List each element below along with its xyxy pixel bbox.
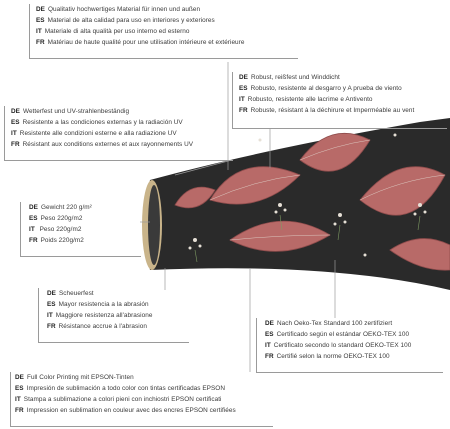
lang-code: DE xyxy=(29,204,38,211)
lang-code: IT xyxy=(36,28,42,35)
callout-line xyxy=(257,329,443,340)
callout-line xyxy=(5,117,233,128)
callout-line xyxy=(5,128,233,139)
callout-line xyxy=(233,72,447,83)
callout-text: Materiale di alta qualità per uso interno ed esterno xyxy=(44,28,190,35)
callout-text: Résistance accrue à l'abrasion xyxy=(58,323,147,330)
callout-line xyxy=(21,224,141,235)
callout-text: Certifié selon la norme OEKO-TEX 100 xyxy=(276,353,390,360)
lang-code: ES xyxy=(36,17,45,24)
callout-robust xyxy=(232,72,447,129)
lang-code: ES xyxy=(239,85,248,92)
callout-text: Robusto, resistente al desgarro y A prueba de viento xyxy=(250,85,402,92)
callout-text: Qualitativ hochwertiges Material für innen und außen xyxy=(47,6,201,13)
callout-text: Resistente alle condizioni esterne e alla radiazione UV xyxy=(19,130,177,137)
callout-text: Robusto, resistente alle lacrime e Antivento xyxy=(247,96,373,103)
callout-weather xyxy=(4,106,233,161)
callout-line xyxy=(39,310,189,321)
lang-code: ES xyxy=(11,119,20,126)
callout-line xyxy=(233,83,447,94)
callout-text: Résistant aux conditions externes et aux rayonnements UV xyxy=(22,141,194,148)
callout-text: Peso 220g/m2 xyxy=(40,215,83,222)
callout-line xyxy=(5,139,233,150)
lang-code: FR xyxy=(265,353,274,360)
callout-text: Nach Oeko-Tex Standard 100 zertifiziert xyxy=(276,320,393,327)
callout-text: Robust, reißfest und Winddicht xyxy=(250,74,340,81)
lang-code: DE xyxy=(11,108,20,115)
callout-text: Certificato secondo lo standard OEKO-TEX 100 xyxy=(273,342,412,349)
lang-code: IT xyxy=(47,312,53,319)
callout-line xyxy=(21,235,141,246)
callout-text: Mayor resistencia a la abrasión xyxy=(58,301,149,308)
callout-line xyxy=(21,213,141,224)
callout-text: Matériau de haute qualité pour une utilisation intérieure et extérieure xyxy=(47,39,245,46)
callout-line xyxy=(11,383,273,394)
lang-code: IT xyxy=(29,226,35,233)
callout-line xyxy=(39,321,189,332)
callout-text: Material de alta calidad para uso en interiores y exteriores xyxy=(47,17,215,24)
lang-code: DE xyxy=(265,320,274,327)
lang-code: IT xyxy=(11,130,17,137)
lang-code: DE xyxy=(15,374,24,381)
callout-line xyxy=(11,394,273,405)
lang-code: DE xyxy=(36,6,45,13)
lang-code: ES xyxy=(29,215,38,222)
lang-code: DE xyxy=(239,74,248,81)
lang-code: ES xyxy=(47,301,56,308)
callout-line xyxy=(257,351,443,362)
callout-line xyxy=(30,15,298,26)
callout-line xyxy=(257,340,443,351)
callout-line xyxy=(5,106,233,117)
callout-text: Impresión de sublimación a todo color con tintas certificadas EPSON xyxy=(26,385,225,392)
lang-code: FR xyxy=(11,141,20,148)
callout-quality xyxy=(29,4,298,59)
callout-text: Impression en sublimation en couleur avec des encres EPSON certifiées xyxy=(26,407,236,414)
callout-line xyxy=(30,37,298,48)
callout-line xyxy=(11,405,273,416)
callout-line xyxy=(257,318,443,329)
lang-code: IT xyxy=(239,96,245,103)
callout-oekotex xyxy=(256,318,443,373)
callout-text: Certificado según el estándar OEKO-TEX 100 xyxy=(276,331,410,338)
lang-code: IT xyxy=(265,342,271,349)
callout-line xyxy=(11,372,273,383)
callout-abrasion xyxy=(38,288,189,343)
lang-code: FR xyxy=(47,323,56,330)
callout-text: Robuste, résistant à la déchirure et Imperméable au vent xyxy=(250,107,415,114)
lang-code: FR xyxy=(36,39,45,46)
lang-code: ES xyxy=(15,385,24,392)
lang-code: DE xyxy=(47,290,56,297)
callout-line xyxy=(30,4,298,15)
callout-text: Full Color Printing mit EPSON-Tinten xyxy=(26,374,134,381)
callout-text: Resistente a las condiciones externas y la radiación UV xyxy=(22,119,183,126)
callout-text: Maggiore resistenza all'abrasione xyxy=(55,312,153,319)
callout-weight xyxy=(20,202,141,257)
callout-line xyxy=(233,94,447,105)
lang-code: FR xyxy=(29,237,38,244)
lang-code: FR xyxy=(15,407,24,414)
callout-text: Poids 220g/m2 xyxy=(40,237,84,244)
callout-text: Stampa a sublimazione a colori pieni con inchiostri EPSON certificati xyxy=(23,396,222,403)
callout-text: Peso 220g/m2 xyxy=(37,226,82,233)
callout-text: Wetterfest und UV-strahlenbeständig xyxy=(22,108,130,115)
callout-line xyxy=(30,26,298,37)
callout-line xyxy=(39,288,189,299)
callout-line xyxy=(21,202,141,213)
callout-line xyxy=(39,299,189,310)
lang-code: FR xyxy=(239,107,248,114)
lang-code: ES xyxy=(265,331,274,338)
lang-code: IT xyxy=(15,396,21,403)
callout-line xyxy=(233,105,447,116)
callout-text: Scheuerfest xyxy=(58,290,94,297)
callout-text: Gewicht 220 g/m² xyxy=(40,204,92,211)
callout-printing xyxy=(10,372,273,427)
